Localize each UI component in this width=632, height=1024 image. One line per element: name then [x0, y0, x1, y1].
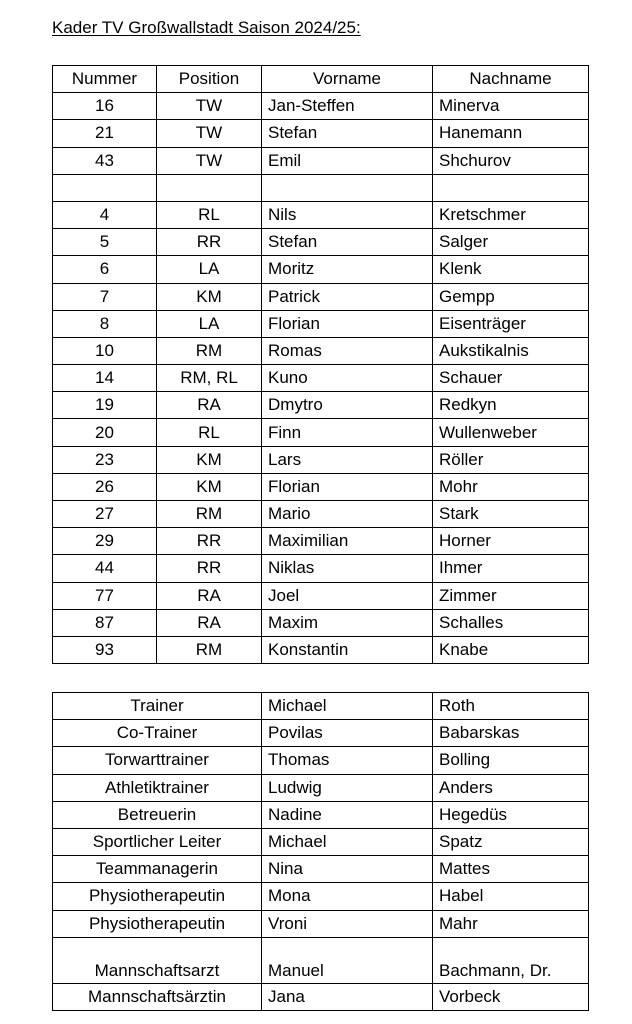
roster-cell-position: TW: [157, 120, 262, 147]
roster-cell-number: 87: [53, 609, 157, 636]
staff-cell-role: Physiotherapeutin: [53, 910, 262, 937]
table-row: [53, 229, 589, 256]
roster-cell-last-name: Klenk: [433, 256, 589, 283]
table-row: [53, 801, 589, 828]
roster-cell-first-name: Moritz: [262, 256, 433, 283]
roster-cell-last-name: Hanemann: [433, 120, 589, 147]
table-row: [53, 693, 589, 720]
table-row: [53, 174, 589, 201]
staff-cell-role: Trainer: [53, 693, 262, 720]
staff-cell-last-name: Spatz: [433, 828, 589, 855]
staff-cell-role: Betreuerin: [53, 801, 262, 828]
roster-cell-position: KM: [157, 473, 262, 500]
staff-cell-last-name: Habel: [433, 883, 589, 910]
roster-cell-first-name: Patrick: [262, 283, 433, 310]
table-row: [53, 446, 589, 473]
roster-cell-first-name: Florian: [262, 473, 433, 500]
roster-cell-position: RR: [157, 229, 262, 256]
staff-table: [52, 692, 589, 1011]
table-row: [53, 365, 589, 392]
staff-cell-last-name: Bachmann, Dr.: [433, 937, 589, 983]
table-row: [53, 856, 589, 883]
staff-cell-last-name: Vorbeck: [433, 983, 589, 1010]
table-row: [53, 720, 589, 747]
staff-cell-last-name: Mahr: [433, 910, 589, 937]
roster-cell-last-name: Schalles: [433, 609, 589, 636]
table-row: [53, 337, 589, 364]
roster-cell-number: 44: [53, 555, 157, 582]
roster-cell-first-name: Lars: [262, 446, 433, 473]
staff-cell-first-name: Jana: [262, 983, 433, 1010]
roster-cell-position: LA: [157, 256, 262, 283]
roster-cell-last-name: Eisenträger: [433, 310, 589, 337]
table-row: [53, 747, 589, 774]
staff-cell-first-name: Michael: [262, 693, 433, 720]
staff-cell-last-name: Anders: [433, 774, 589, 801]
roster-cell-position: RA: [157, 582, 262, 609]
table-row: [53, 419, 589, 446]
table-row: [53, 774, 589, 801]
roster-cell-first-name: Nils: [262, 201, 433, 228]
roster-cell-last-name: Ihmer: [433, 555, 589, 582]
roster-cell-number: 7: [53, 283, 157, 310]
roster-cell-position: RA: [157, 609, 262, 636]
roster-cell-last-name: Horner: [433, 528, 589, 555]
table-row: [53, 120, 589, 147]
roster-cell-position: RM: [157, 337, 262, 364]
roster-cell-position: RM, RL: [157, 365, 262, 392]
roster-cell-first-name: Stefan: [262, 229, 433, 256]
staff-cell-first-name: Manuel: [262, 937, 433, 983]
roster-table: [52, 65, 589, 664]
table-row: [53, 283, 589, 310]
roster-cell-first-name: Florian: [262, 310, 433, 337]
roster-cell-last-name: Zimmer: [433, 582, 589, 609]
roster-cell-number: 93: [53, 636, 157, 663]
roster-cell-number: 5: [53, 229, 157, 256]
table-row: [53, 93, 589, 120]
roster-cell-last-name: Röller: [433, 446, 589, 473]
table-row: [53, 883, 589, 910]
staff-cell-role: Co-Trainer: [53, 720, 262, 747]
staff-cell-last-name: Mattes: [433, 856, 589, 883]
roster-cell-first-name: Niklas: [262, 555, 433, 582]
roster-cell-number: 29: [53, 528, 157, 555]
staff-cell-role: Physiotherapeutin: [53, 883, 262, 910]
staff-cell-first-name: Thomas: [262, 747, 433, 774]
table-row: [53, 501, 589, 528]
table-row: [53, 983, 589, 1010]
table-row: [53, 937, 589, 983]
table-row: [53, 528, 589, 555]
staff-cell-last-name: Babarskas: [433, 720, 589, 747]
document-title: Kader TV Großwallstadt Saison 2024/25:: [52, 18, 361, 37]
roster-cell-first-name: Kuno: [262, 365, 433, 392]
roster-cell-number: 20: [53, 419, 157, 446]
table-row: [53, 609, 589, 636]
roster-cell-first-name: Emil: [262, 147, 433, 174]
roster-cell-number: 19: [53, 392, 157, 419]
table-row: [53, 582, 589, 609]
roster-cell-last-name: Redkyn: [433, 392, 589, 419]
roster-cell-first-name: Maximilian: [262, 528, 433, 555]
table-row: [53, 555, 589, 582]
roster-cell-first-name: Dmytro: [262, 392, 433, 419]
roster-cell-last-name: Gempp: [433, 283, 589, 310]
table-row: [53, 392, 589, 419]
roster-cell-position: RL: [157, 201, 262, 228]
header-position: Position: [157, 66, 262, 93]
roster-cell-first-name: [262, 174, 433, 201]
table-row: [53, 256, 589, 283]
roster-cell-last-name: Kretschmer: [433, 201, 589, 228]
roster-cell-last-name: Stark: [433, 501, 589, 528]
header-nummer: Nummer: [53, 66, 157, 93]
staff-cell-first-name: Povilas: [262, 720, 433, 747]
roster-cell-last-name: Shchurov: [433, 147, 589, 174]
table-row: [53, 310, 589, 337]
roster-cell-last-name: Salger: [433, 229, 589, 256]
roster-cell-first-name: Romas: [262, 337, 433, 364]
roster-cell-position: RL: [157, 419, 262, 446]
staff-cell-role: Teammanagerin: [53, 856, 262, 883]
roster-cell-first-name: Mario: [262, 501, 433, 528]
roster-cell-first-name: Finn: [262, 419, 433, 446]
roster-cell-last-name: Schauer: [433, 365, 589, 392]
roster-cell-position: LA: [157, 310, 262, 337]
roster-cell-last-name: Knabe: [433, 636, 589, 663]
roster-cell-number: 23: [53, 446, 157, 473]
table-row: [53, 201, 589, 228]
staff-cell-role: Athletiktrainer: [53, 774, 262, 801]
staff-cell-last-name: Roth: [433, 693, 589, 720]
staff-cell-role: Mannschaftsarzt: [53, 937, 262, 983]
staff-cell-first-name: Michael: [262, 828, 433, 855]
roster-cell-last-name: Aukstikalnis: [433, 337, 589, 364]
staff-cell-first-name: Ludwig: [262, 774, 433, 801]
roster-cell-position: RM: [157, 501, 262, 528]
staff-cell-last-name: Bolling: [433, 747, 589, 774]
roster-cell-number: 16: [53, 93, 157, 120]
roster-cell-position: TW: [157, 93, 262, 120]
roster-cell-number: [53, 174, 157, 201]
roster-cell-first-name: Stefan: [262, 120, 433, 147]
staff-cell-role: Sportlicher Leiter: [53, 828, 262, 855]
table-row: [53, 636, 589, 663]
roster-cell-last-name: Minerva: [433, 93, 589, 120]
roster-cell-number: 77: [53, 582, 157, 609]
roster-cell-position: KM: [157, 446, 262, 473]
roster-cell-number: 4: [53, 201, 157, 228]
roster-cell-last-name: Mohr: [433, 473, 589, 500]
table-row: [53, 828, 589, 855]
roster-cell-number: 21: [53, 120, 157, 147]
roster-cell-position: RR: [157, 528, 262, 555]
roster-cell-first-name: Konstantin: [262, 636, 433, 663]
roster-cell-number: 10: [53, 337, 157, 364]
staff-cell-first-name: Nadine: [262, 801, 433, 828]
table-row: [53, 910, 589, 937]
roster-cell-number: 43: [53, 147, 157, 174]
table-row: [53, 473, 589, 500]
staff-cell-first-name: Vroni: [262, 910, 433, 937]
roster-cell-position: KM: [157, 283, 262, 310]
header-vorname: Vorname: [262, 66, 433, 93]
roster-cell-position: RA: [157, 392, 262, 419]
roster-header-row: [53, 66, 589, 93]
roster-cell-last-name: [433, 174, 589, 201]
roster-cell-position: [157, 174, 262, 201]
staff-cell-role: Torwarttrainer: [53, 747, 262, 774]
staff-cell-first-name: Nina: [262, 856, 433, 883]
staff-cell-first-name: Mona: [262, 883, 433, 910]
roster-cell-position: RR: [157, 555, 262, 582]
roster-cell-position: RM: [157, 636, 262, 663]
roster-cell-first-name: Joel: [262, 582, 433, 609]
roster-cell-last-name: Wullenweber: [433, 419, 589, 446]
roster-cell-number: 8: [53, 310, 157, 337]
staff-cell-role: Mannschaftsärztin: [53, 983, 262, 1010]
roster-cell-first-name: Jan-Steffen: [262, 93, 433, 120]
header-nachname: Nachname: [433, 66, 589, 93]
roster-cell-number: 14: [53, 365, 157, 392]
roster-cell-first-name: Maxim: [262, 609, 433, 636]
roster-cell-number: 26: [53, 473, 157, 500]
staff-cell-last-name: Hegedüs: [433, 801, 589, 828]
table-row: [53, 147, 589, 174]
roster-cell-number: 27: [53, 501, 157, 528]
roster-cell-position: TW: [157, 147, 262, 174]
roster-cell-number: 6: [53, 256, 157, 283]
